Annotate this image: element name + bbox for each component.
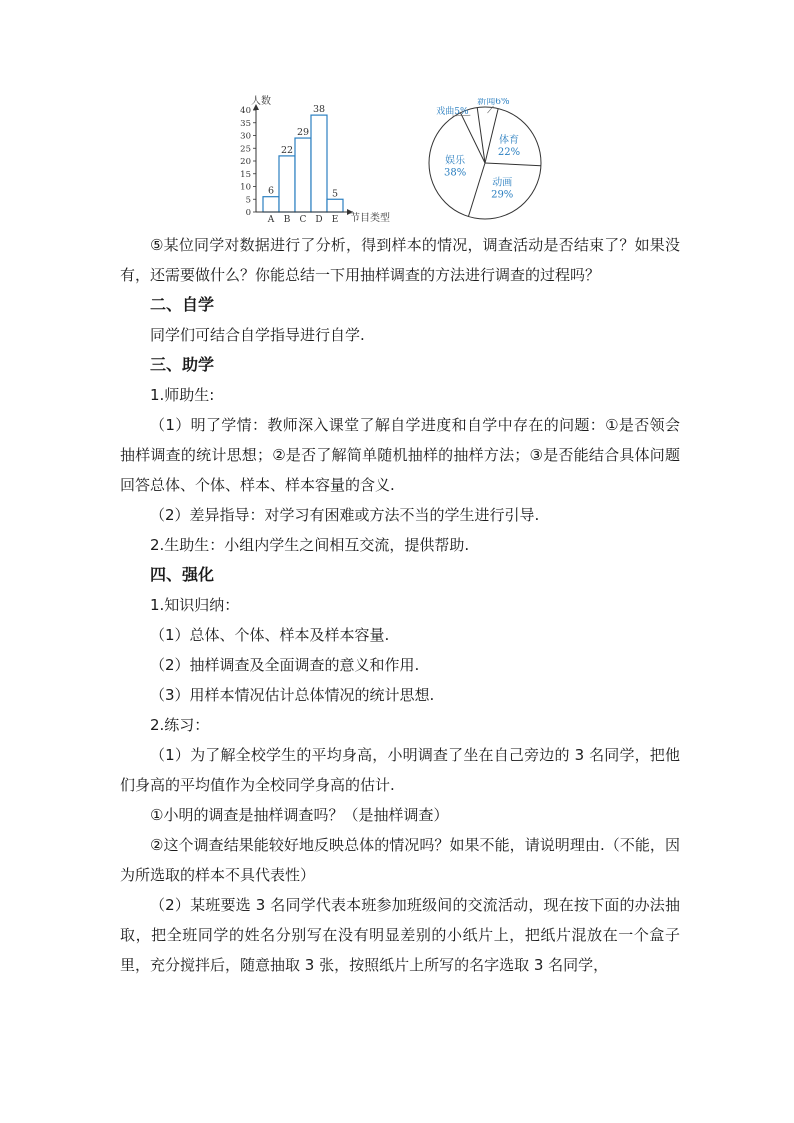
paragraph-peer-help: 2.生助生：小组内学生之间相互交流，提供帮助. [150, 536, 470, 554]
bar-value-label: 5 [331, 188, 339, 200]
pie-slice-label: 新闻6% [477, 98, 510, 107]
paragraph-differentiated-guidance: （2）差异指导：对学习有困难或方法不当的学生进行引导. [150, 506, 540, 524]
list-item-summary-1: （1）总体、个体、样本及样本容量. [150, 626, 390, 644]
pie-chart [425, 98, 550, 223]
y-tick-label: 40 [240, 106, 251, 116]
body-text [120, 230, 680, 980]
x-tick-label: C [299, 215, 307, 225]
exercise-1-question-2: ②这个调查结果能较好地反映总体的情况吗？如果不能，请说明理由.（不能，因为所选取的样本不具代表性） [120, 836, 680, 884]
exercise-1-question-1: ①小明的调查是抽样调查吗？（是抽样调查） [150, 806, 449, 824]
pie-slice-label: 娱乐 [445, 155, 466, 167]
list-item-summary-2: （2）抽样调查及全面调查的意义和作用. [150, 656, 420, 674]
y-tick-label: 10 [240, 182, 251, 193]
y-tick-label: 15 [240, 169, 251, 180]
x-tick-label: B [283, 215, 291, 225]
y-tick-label: 30 [240, 131, 251, 142]
x-tick-label: D [315, 215, 323, 225]
bar-value-label: 29 [296, 127, 310, 139]
y-tick-label: 0 [245, 208, 251, 218]
x-tick-label: A [267, 215, 275, 225]
x-axis-label: 节目类型 [350, 213, 390, 224]
bar-chart [228, 94, 403, 226]
y-axis [240, 104, 259, 218]
paragraph-summary-title: 1.知识归纳： [150, 596, 240, 614]
bar-value-label: 38 [312, 104, 326, 116]
exercise-2: （2）某班要选 3 名同学代表本班参加班级间的交流活动，现在按下面的办法抽取，把全班同学的姓名分别写在没有明显差别的小纸片上，把纸片混放在一个盒子里，充分搅拌后，随意抽取 3 张，按照纸片上所写的名字选取 3 名同学， [120, 896, 680, 974]
bar [295, 138, 311, 212]
pie-slice-percent: 29% [491, 189, 514, 201]
paragraph-understand-learning: （1）明了学情：教师深入课堂了解自学进度和自学中存在的问题：①是否领会抽样调查的统计思想；②是否了解简单随机抽样的抽样方法；③是否能结合具体问题回答总体、个体、样本、样本容量的含义. [120, 416, 680, 494]
bar [279, 156, 295, 212]
x-tick-label: E [331, 215, 339, 225]
bar [311, 115, 327, 212]
paragraph-exercise-title: 2.练习： [150, 716, 210, 734]
pie-slice-label: 体育 [499, 135, 520, 147]
paragraph-teacher-help: 1.师助生: [150, 386, 215, 404]
paragraph-self-study: 同学们可结合自学指导进行自学. [150, 326, 365, 344]
bar [263, 197, 279, 212]
figure-row [228, 94, 548, 226]
y-tick-label: 25 [240, 144, 251, 155]
paragraph-analysis: ⑤某位同学对数据进行了分析，得到样本的情况，调查活动是否结束了？如果没有，还需要做什么？你能总结一下用抽样调查的方法进行调查的过程吗？ [120, 236, 680, 284]
list-item-summary-3: （3）用样本情况估计总体情况的统计思想. [150, 686, 435, 704]
section-heading-assist: 三、助学 [150, 355, 215, 374]
pie-slice-label: 动画 [492, 177, 513, 189]
pie-slice-percent: 22% [497, 147, 521, 159]
section-heading-reinforce: 四、强化 [150, 565, 215, 584]
bar-value-label: 6 [267, 185, 275, 197]
y-tick-label: 20 [240, 157, 251, 167]
bar-marks [263, 104, 343, 212]
pie-slice-label: 戏曲5% [436, 107, 469, 117]
y-tick-label: 35 [240, 118, 251, 129]
y-axis-label: 人数 [251, 96, 271, 107]
y-tick-label: 5 [245, 195, 251, 206]
section-heading-self-study: 二、自学 [150, 295, 215, 314]
exercise-1: （1）为了解全校学生的平均身高，小明调查了坐在自己旁边的 3 名同学，把他们身高的平均值作为全校同学身高的估计. [120, 746, 680, 794]
pie-slice-percent: 38% [443, 167, 467, 179]
bar-value-label: 22 [280, 144, 294, 156]
bar [327, 199, 343, 212]
